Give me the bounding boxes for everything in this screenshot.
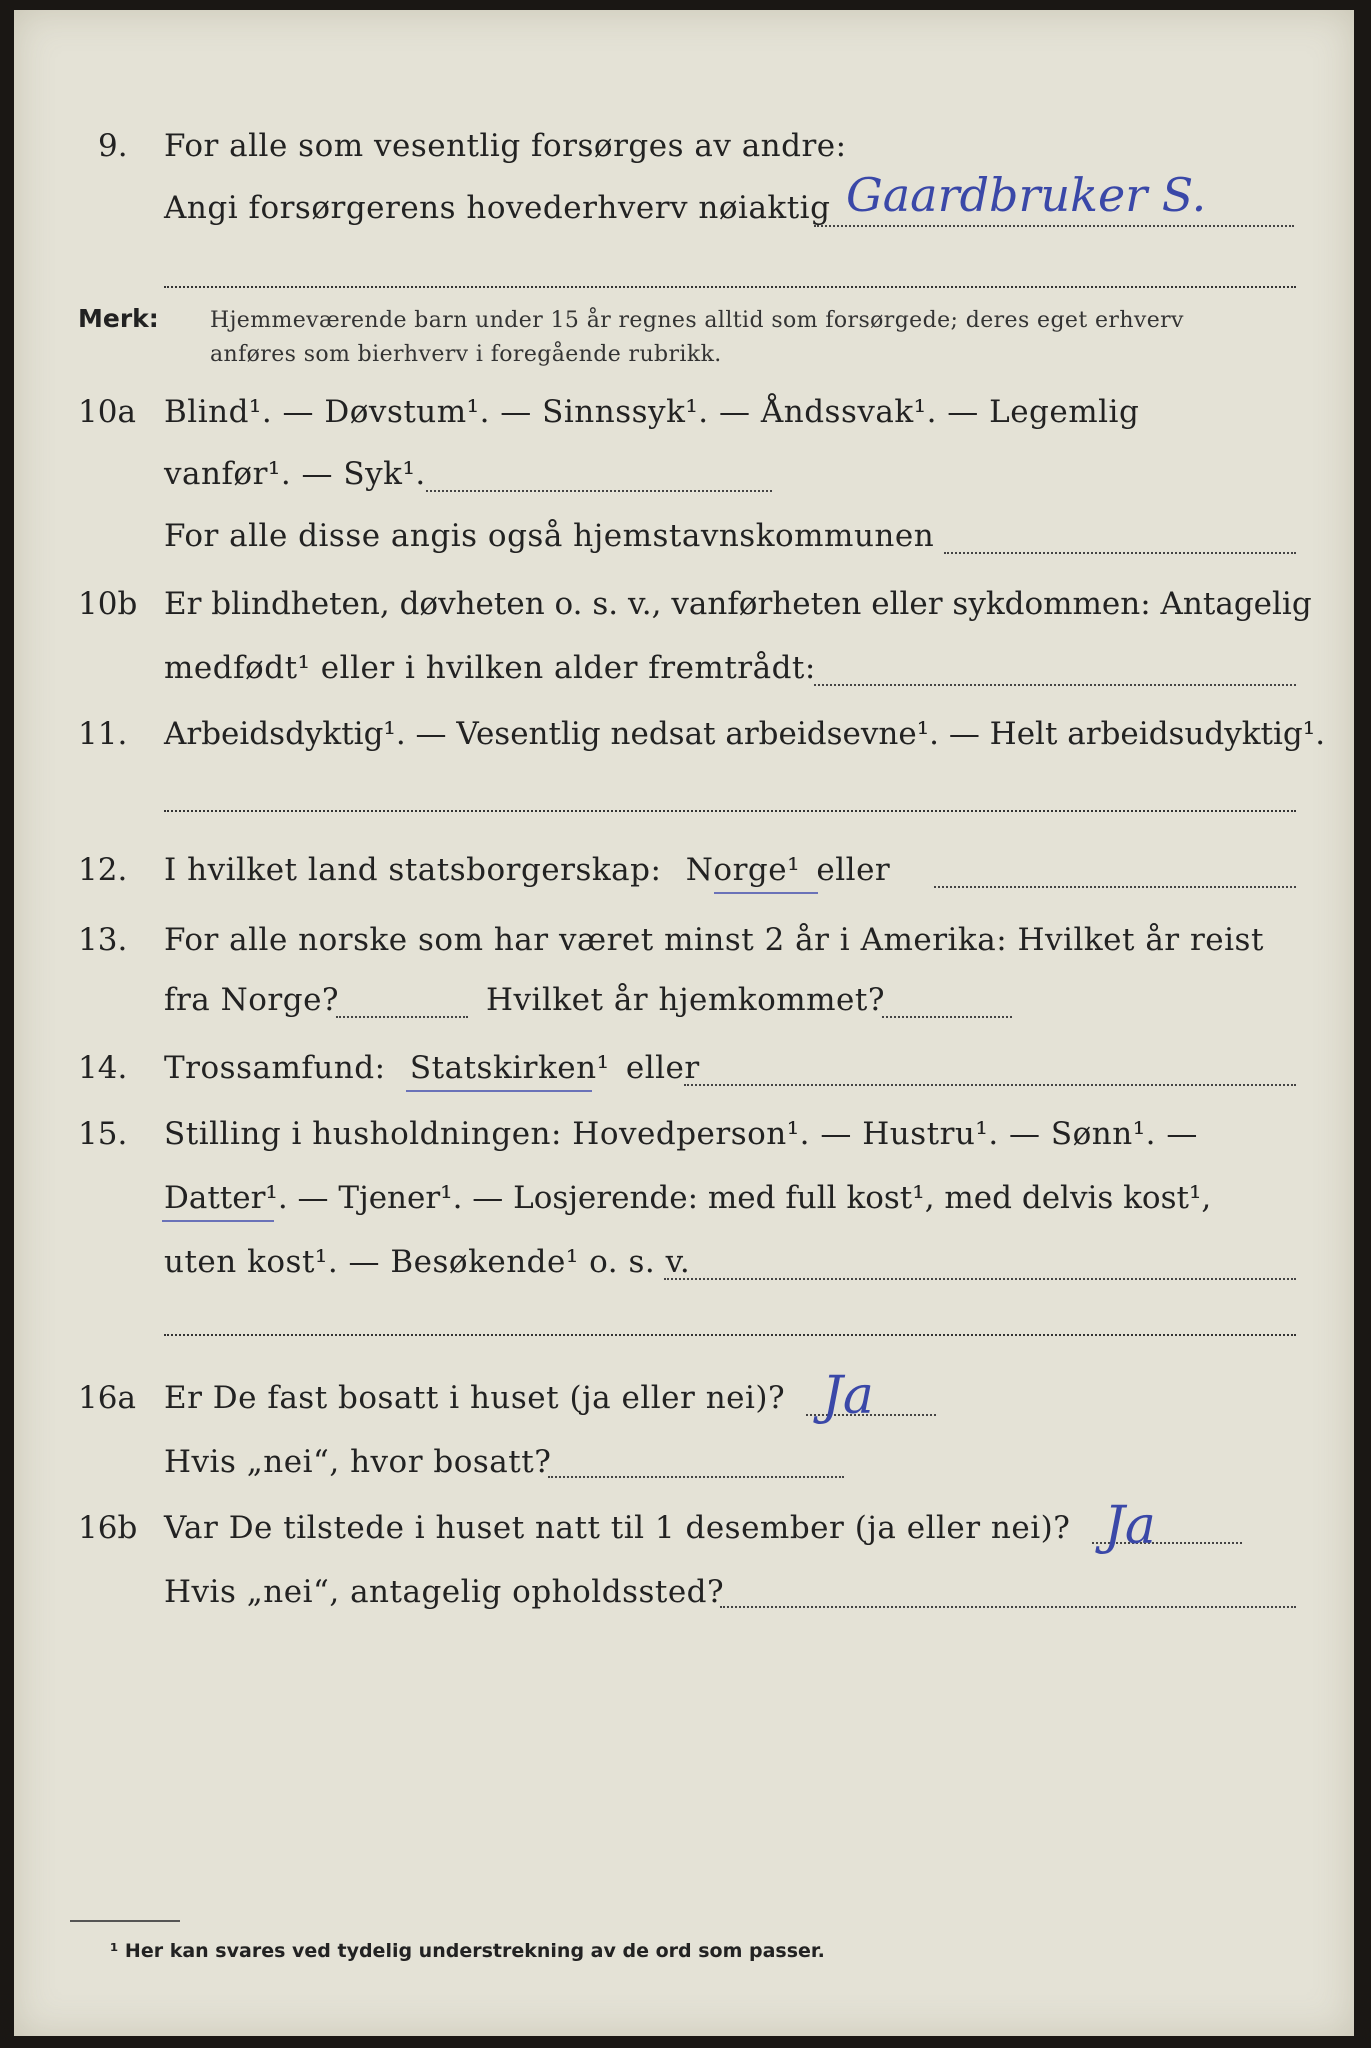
q16a-line2-field [548, 1476, 844, 1478]
q16a-line1: Er De fast bosatt i huset (ja eller nei)? [164, 1380, 786, 1416]
q10b-number: 10b [78, 586, 138, 622]
q12-line [164, 852, 890, 888]
q9-number: 9. [98, 128, 128, 164]
q10b-line1: Er blindheten, døvheten o. s. v., vanførheten eller sykdommen: Antagelig [164, 586, 1312, 622]
q16b-line1: Var De tilstede i huset natt til 1 desember (ja eller nei)? [164, 1510, 1071, 1546]
q9-line2: Angi forsørgerens hovederhverv nøiaktig [164, 190, 831, 226]
q10a-line3: For alle disse angis også hjemstavnskommunen [164, 518, 935, 554]
q14-number: 14. [78, 1050, 128, 1086]
q15-rule [164, 1334, 1296, 1336]
q12-suffix: eller [816, 852, 891, 888]
census-form-page [14, 10, 1354, 2036]
q11-line1: Arbeidsdyktig¹. — Vesentlig nedsat arbeidsevne¹. — Helt arbeidsudyktig¹. [164, 716, 1326, 752]
merk-label: Merk: [78, 304, 159, 333]
q15-line3: uten kost¹. — Besøkende¹ o. s. v. [164, 1244, 691, 1280]
q15-line2-rest: . — Tjener¹. — Losjerende: med full kost¹, med delvis kost¹, [277, 1180, 1212, 1216]
q15-handwritten-underline [162, 1220, 274, 1222]
q16b-line2-field [720, 1606, 1296, 1608]
q12-number: 12. [78, 852, 128, 888]
q14-field [684, 1084, 1296, 1086]
q12-handwritten-underline [714, 892, 818, 894]
q16b-number: 16b [78, 1510, 138, 1546]
q16b-line2: Hvis „nei“, antagelig opholdssted? [164, 1574, 725, 1610]
q13-line2b: Hvilket år hjemkommet? [486, 982, 885, 1018]
q13-line1: For alle norske som har været minst 2 år i Amerika: Hvilket år reist [164, 922, 1264, 958]
q14-suffix: eller [625, 1050, 700, 1086]
q10a-line1: Blind¹. — Døvstum¹. — Sinnssyk¹. — Åndssvak¹. — Legemlig [164, 394, 1140, 430]
merk-line1: Hjemmeværende barn under 15 år regnes alltid som forsørgede; deres eget erhverv [210, 308, 1184, 333]
merk-line2: anføres som bierhverv i foregående rubrikk. [210, 342, 722, 367]
q16a-line2: Hvis „nei“, hvor bosatt? [164, 1444, 552, 1480]
footnote-rule [70, 1920, 180, 1922]
q10a-number: 10a [78, 394, 136, 430]
q14-prefix: Trossamfund: [164, 1050, 386, 1086]
q13-year-left-field [336, 1016, 468, 1018]
q9-rule [164, 286, 1296, 288]
q15-number: 15. [78, 1116, 128, 1152]
q9-line1: For alle som vesentlig forsørges av andre: [164, 128, 847, 164]
q15-field [664, 1278, 1296, 1280]
q15-line2 [164, 1180, 1211, 1216]
q10b-line2-field [814, 684, 1296, 686]
q14-handwritten-underline [406, 1090, 592, 1092]
q13-line2a: fra Norge? [164, 982, 340, 1018]
footnote: ¹ Her kan svares ved tydelig understrekning av de ord som passer. [110, 1940, 825, 1962]
q9-handwritten-answer: Gaardbruker S. [846, 168, 1207, 222]
q10a-line3-field [944, 552, 1296, 554]
q10a-line2: vanfør¹. — Syk¹. [164, 456, 426, 492]
q10b-line2: medfødt¹ eller i hvilken alder fremtrådt: [164, 650, 816, 686]
q14-option-statskirken: Statskirken¹ [409, 1050, 610, 1086]
q16a-number: 16a [78, 1380, 136, 1416]
q13-year-returned-field [882, 1016, 1012, 1018]
q12-option-norge: Norge¹ [685, 852, 801, 888]
q15-option-datter: Datter¹ [164, 1180, 278, 1216]
q14-line [164, 1050, 700, 1086]
q12-prefix: I hvilket land statsborgerskap: [164, 852, 662, 888]
q10a-line2-field [426, 490, 772, 492]
q12-field [934, 886, 1296, 888]
q16a-handwritten-answer: Ja [822, 1366, 874, 1426]
q15-line1: Stilling i husholdningen: Hovedperson¹. — Hustru¹. — Sønn¹. — [164, 1116, 1198, 1152]
q11-rule [164, 810, 1296, 812]
q9-answer-line [814, 225, 1294, 227]
q11-number: 11. [78, 716, 128, 752]
q13-number: 13. [78, 922, 128, 958]
q16b-handwritten-answer: Ja [1104, 1496, 1156, 1556]
